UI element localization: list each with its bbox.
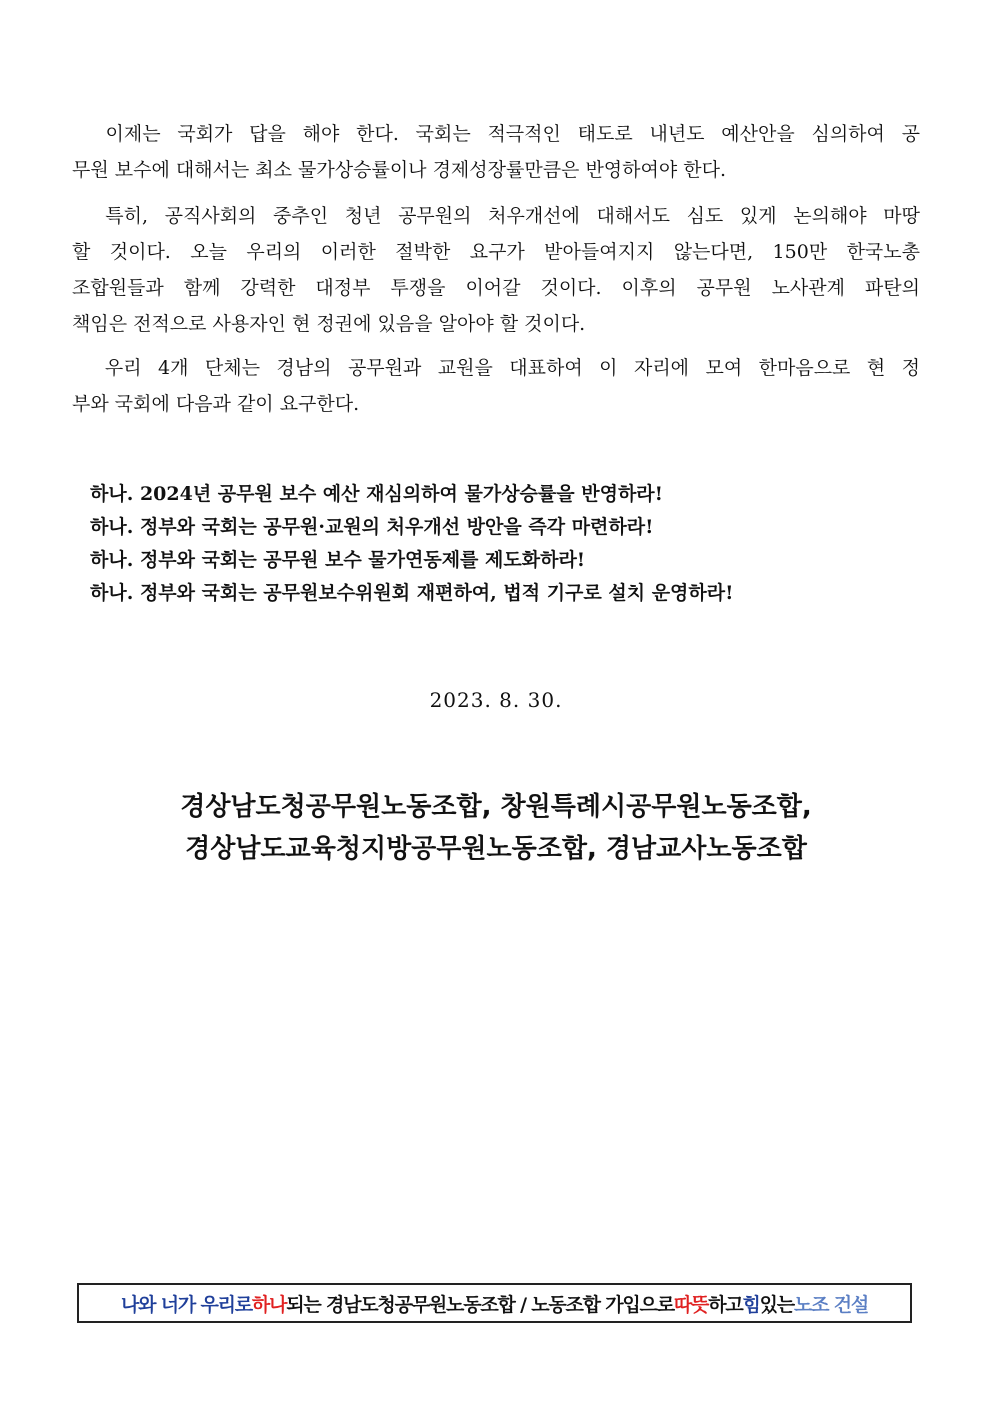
slogan-segment: 하나 [251,1293,287,1316]
document-date: 2023. 8. 30. [429,688,563,712]
slogan-segment: 따뜻 [673,1293,709,1316]
paragraph-3 [72,350,920,422]
paragraph-line: 조합원들과 함께 강력한 대정부 투쟁을 이어갈 것이다. 이후의 공무원 노사관계 파탄의 [72,277,920,299]
slogan-segment: 되는 경남도청공무원노동조합 / 노동조합 가입으로 [286,1293,674,1316]
signatory-line: 경상남도청공무원노동조합, 창원특례시공무원노동조합, [180,792,812,822]
resolution-item: 하나. 정부와 국회는 공무원 보수 물가연동제를 제도화하라! [90,549,586,571]
paragraph-line: 부와 국회에 다음과 같이 요구한다. [72,393,360,415]
resolution-item: 하나. 2024년 공무원 보수 예산 재심의하여 물가상승률을 반영하라! [90,483,663,505]
resolution-item: 하나. 정부와 국회는 공무원·교원의 처우개선 방안을 즉각 마련하라! [90,516,654,538]
paragraph-line: 할 것이다. 오늘 우리의 이러한 절박한 요구가 받아들여지지 않는다면, 150만 한국노총 [72,241,920,263]
paragraph-line: 특히, 공직사회의 중추인 청년 공무원의 처우개선에 대해서도 심도 있게 논의해야 마땅 [72,205,920,227]
slogan-segment: 노조 건설 [793,1293,868,1316]
slogan-segment: 힘 [742,1293,760,1316]
paragraph-line: 무원 보수에 대해서는 최소 물가상승률이나 경제성장률만큼은 반영하여야 한다. [72,159,727,181]
paragraph-line: 책임은 전적으로 사용자인 현 정권에 있음을 알아야 할 것이다. [72,313,586,335]
slogan-segment: 있는 [759,1293,794,1316]
slogan-segment: 나와 너가 우리로 [121,1293,252,1316]
paragraph-1 [72,116,920,188]
signatory-organizations [0,786,992,870]
paragraph-line: 이제는 국회가 답을 해야 한다. 국회는 적극적인 태도로 내년도 예산안을 심의하여 공 [72,123,920,145]
footer-slogan-box [77,1283,912,1323]
slogan-segment: 하고 [708,1293,743,1316]
signatory-line: 경상남도교육청지방공무원노동조합, 경남교사노동조합 [185,834,807,864]
paragraph-line: 우리 4개 단체는 경남의 공무원과 교원을 대표하여 이 자리에 모여 한마음으로 현 정 [72,357,920,379]
resolution-item: 하나. 정부와 국회는 공무원보수위원회 재편하여, 법적 기구로 설치 운영하라! [90,582,734,604]
resolution-list [90,478,733,610]
paragraph-2 [72,198,920,342]
